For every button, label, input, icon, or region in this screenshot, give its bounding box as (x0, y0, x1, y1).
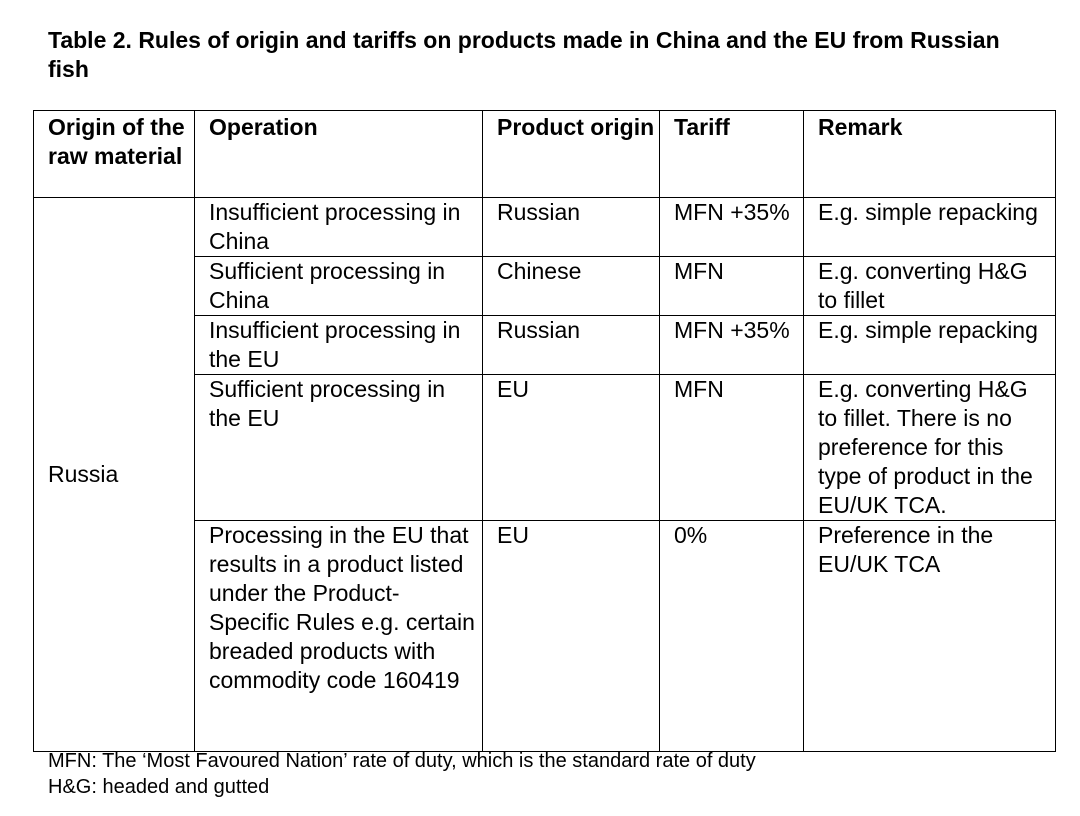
header-remark: Remark (804, 111, 1056, 198)
footnote-mfn: MFN: The ‘Most Favoured Nation’ rate of duty, which is the standard rate of duty (48, 750, 756, 772)
tariff-cell: MFN (660, 257, 804, 316)
header-tariff: Tariff (660, 111, 804, 198)
operation-cell: Sufficient processing in the EU (195, 375, 483, 521)
operation-cell: Insufficient processing in the EU (195, 316, 483, 375)
footnote-hg: H&G: headed and gutted (48, 776, 270, 798)
remark-cell: E.g. converting H&G to fillet. There is no preference for this type of product in the EU/UK TCA. (804, 375, 1056, 521)
remark-cell: E.g. converting H&G to fillet (804, 257, 1056, 316)
product-origin-cell: Russian (483, 198, 660, 257)
product-origin-cell: EU (483, 375, 660, 521)
table-title: Table 2. Rules of origin and tariffs on products made in China and the EU from Russian fish (48, 27, 1000, 82)
remark-cell: Preference in the EU/UK TCA (804, 521, 1056, 752)
operation-cell: Processing in the EU that results in a product listed under the Product-Specific Rules e.g. certain breaded products with commodity code 160419 (195, 521, 483, 752)
rules-of-origin-table (33, 110, 1056, 752)
operation-cell: Insufficient processing in China (195, 198, 483, 257)
table-row (34, 198, 1056, 257)
header-product-origin: Product origin (483, 111, 660, 198)
tariff-cell: MFN (660, 375, 804, 521)
header-origin-of-raw-material: Origin of the raw material (34, 111, 195, 198)
header-operation: Operation (195, 111, 483, 198)
product-origin-cell: Chinese (483, 257, 660, 316)
product-origin-cell: EU (483, 521, 660, 752)
table-header-row (34, 111, 1056, 198)
tariff-cell: MFN +35% (660, 316, 804, 375)
remark-cell: E.g. simple repacking (804, 316, 1056, 375)
operation-cell: Sufficient processing in China (195, 257, 483, 316)
tariff-cell: MFN +35% (660, 198, 804, 257)
product-origin-cell: Russian (483, 316, 660, 375)
footnotes (48, 748, 756, 800)
tariff-cell: 0% (660, 521, 804, 752)
origin-cell: Russia (34, 198, 195, 752)
remark-cell: E.g. simple repacking (804, 198, 1056, 257)
